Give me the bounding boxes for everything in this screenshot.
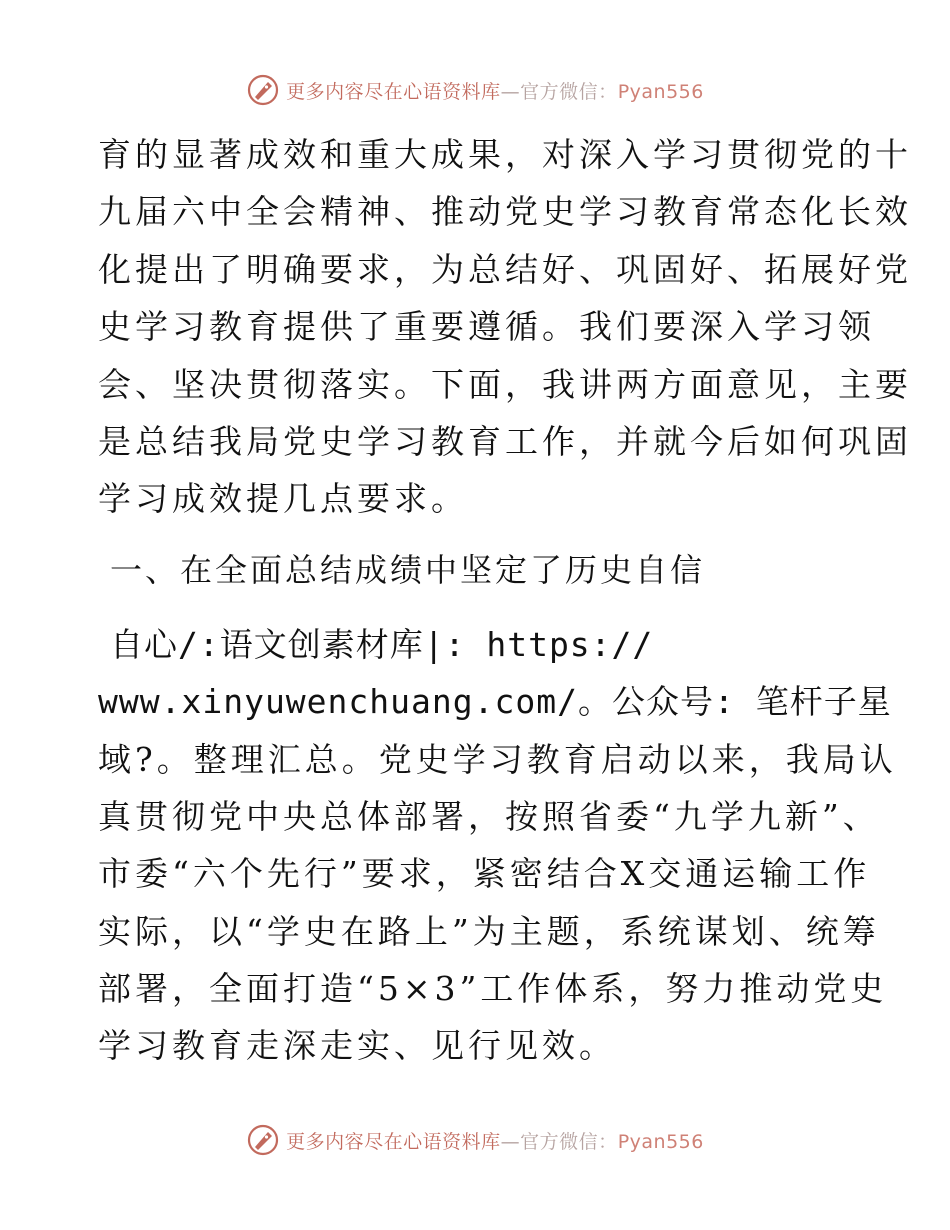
paragraph-2 [98,616,897,1075]
text-line: 学习教育走深走实、见行见效。 [98,1026,616,1066]
text-line: 自心/:语文创素材库|: https:// [110,624,654,664]
text-line: 真贯彻党中央总体部署，按照省委“九学九新”、 [98,796,880,836]
paragraph-1 [98,126,912,528]
watermark-brand: 更多内容尽在心语资料库 [286,1130,501,1153]
watermark-text [286,77,704,104]
text-line: 部署，全面打造“5×3”工作体系，努力推动党史 [98,969,888,1009]
watermark-account: Pyan556 [617,1130,704,1153]
section-heading: 一、在全面总结成绩中坚定了历史自信 [110,550,706,589]
watermark-account: Pyan556 [617,80,704,103]
text-line: 九届六中全会精神、推动党史学习教育常态化长效 [98,192,912,232]
header-watermark [0,70,950,110]
pen-nib-logo-icon [246,73,280,107]
text-line: 史学习教育提供了重要遵循。我们要深入学习领 [98,307,875,347]
text-line: 实际，以“学史在路上”为主题，系统谋划、统筹 [98,911,880,951]
footer-watermark [0,1120,950,1160]
text-line: 域?。整理汇总。党史学习教育启动以来，我局认 [98,739,897,779]
watermark-separator: —官方微信： [500,1130,618,1153]
text-line: 化提出了明确要求，为总结好、巩固好、拓展好党 [98,249,912,289]
text-line: www.xinyuwenchuang.com/。公众号: 笔杆子星 [98,682,892,722]
watermark-brand: 更多内容尽在心语资料库 [286,80,501,103]
text-line: 会、坚决贯彻落实。下面，我讲两方面意见，主要 [98,364,912,404]
pen-nib-logo-icon [246,1123,280,1157]
watermark-text [286,1127,704,1154]
text-line: 市委“六个先行”要求，紧密结合X交通运输工作 [98,854,871,894]
text-line: 是总结我局党史学习教育工作，并就今后如何巩固 [98,421,912,461]
document-body [98,126,912,1075]
text-line: 学习成效提几点要求。 [98,479,468,519]
watermark-separator: —官方微信： [500,80,618,103]
text-line: 育的显著成效和重大成果，对深入学习贯彻党的十 [98,135,912,174]
